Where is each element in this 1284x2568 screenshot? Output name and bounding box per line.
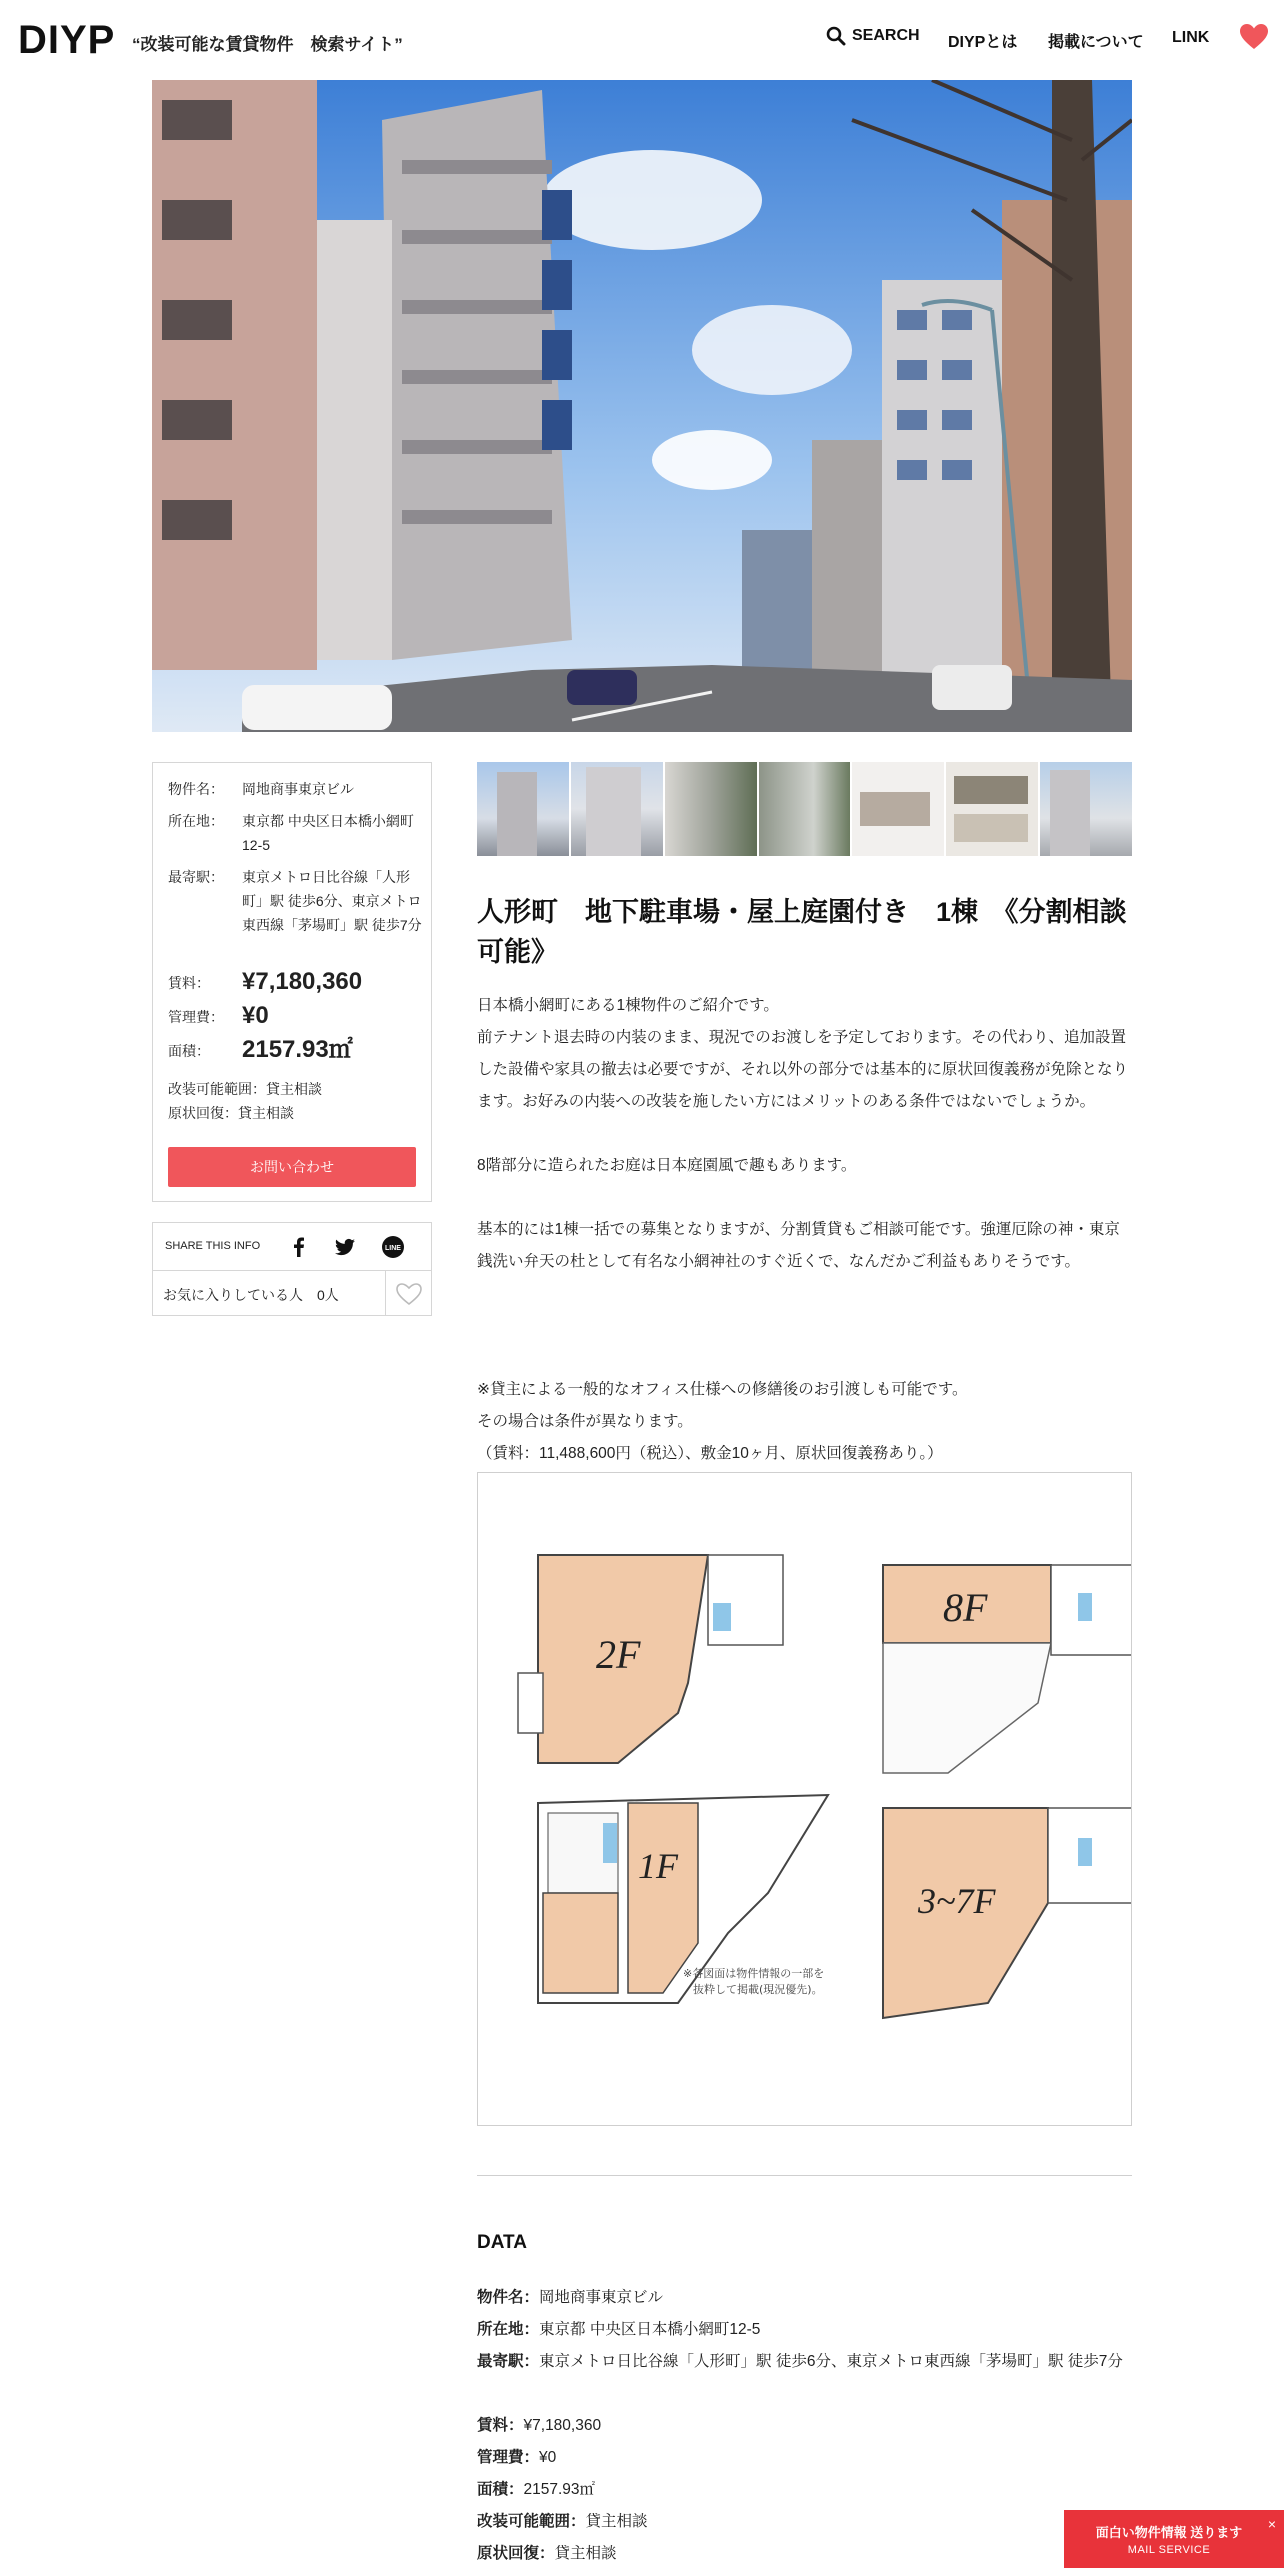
twitter-icon[interactable] xyxy=(333,1235,357,1259)
mail-banner-subtitle: MAIL SERVICE xyxy=(1127,2544,1211,2556)
heart-outline-icon xyxy=(386,1271,432,1316)
data-restore-label: 原状回復： xyxy=(477,2545,555,2562)
summary-renovation-value: 貸主相談 xyxy=(266,1081,322,1097)
svg-text:LINE: LINE xyxy=(385,1245,401,1252)
summary-fee-row xyxy=(168,1002,418,1035)
data-name-row xyxy=(477,2282,1132,2314)
thumbnail-7[interactable] xyxy=(1040,762,1132,856)
summary-rent-value: ¥7,180,360 xyxy=(242,968,363,995)
data-name-label: 物件名： xyxy=(477,2289,540,2306)
summary-renovation-row xyxy=(168,1077,418,1101)
summary-area-row xyxy=(168,1036,418,1069)
summary-name-row xyxy=(168,777,418,801)
summary-restore-label: 原状回復： xyxy=(168,1105,238,1121)
favorite-count-text: お気に入りしている人 0人 xyxy=(163,1287,339,1303)
data-area-value: 2157.93㎡ xyxy=(523,2481,596,2498)
summary-station-label: 最寄駅： xyxy=(168,869,224,885)
description-paragraph-4: 基本的には1棟一括での募集となりますが、分割賃貸もご相談可能です。強運厄除の神・東京銭洗い弁天の杜として有名な小網神社のすぐ近くで、なんだかご利益もありそうです。 xyxy=(477,1221,1120,1270)
nav-about[interactable]: DIYPとは xyxy=(948,34,1018,51)
facebook-icon[interactable] xyxy=(287,1235,311,1259)
summary-rent-label: 賃料： xyxy=(168,975,210,991)
add-favorite-button[interactable] xyxy=(385,1271,431,1316)
thumbnail-6[interactable] xyxy=(946,762,1038,856)
thumbnail-1[interactable] xyxy=(477,762,569,856)
contact-button[interactable]: お問い合わせ xyxy=(168,1147,416,1187)
summary-station-value: 東京メトロ日比谷線「人形町」駅 徒歩6分、東京メトロ東西線「茅場町」駅 徒歩7分 xyxy=(242,869,422,933)
floor-label-3-7f: 3~7F xyxy=(918,1881,996,1921)
data-station-label: 最寄駅： xyxy=(477,2353,540,2370)
data-restore-row xyxy=(477,2538,1132,2568)
data-rent-row xyxy=(477,2410,1132,2442)
section-divider xyxy=(477,2175,1132,2176)
data-rent-label: 賃料： xyxy=(477,2417,524,2434)
property-summary-box xyxy=(152,762,432,1202)
nav-search[interactable] xyxy=(826,26,920,46)
share-row xyxy=(153,1223,431,1271)
favorites-heart-icon[interactable] xyxy=(1240,24,1268,50)
data-station-value: 東京メトロ日比谷線「人形町」駅 徒歩6分、東京メトロ東西線「茅場町」駅 徒歩7分 xyxy=(539,2353,1123,2370)
favorite-row xyxy=(153,1271,431,1316)
nav-search-label: SEARCH xyxy=(852,27,920,44)
data-address-row xyxy=(477,2314,1132,2346)
floor-plan-note-line-2: 抜粋して掲載(現況優先)。 xyxy=(693,1983,823,1996)
description-note-1: ※貸主による一般的なオフィス仕様への修繕後のお引渡しも可能です。 xyxy=(477,1381,968,1398)
summary-fee-label: 管理費： xyxy=(168,1009,224,1025)
nav-listing[interactable]: 掲載について xyxy=(1048,34,1144,51)
summary-station-row xyxy=(168,865,422,961)
summary-address-label: 所在地： xyxy=(168,813,224,829)
site-tagline: “改装可能な賃貸物件 検索サイト” xyxy=(132,35,403,54)
data-rent-value: ¥7,180,360 xyxy=(523,2417,602,2434)
data-renovation-row xyxy=(477,2506,1132,2538)
thumbnail-3[interactable] xyxy=(665,762,757,856)
thumbnail-5[interactable] xyxy=(852,762,944,856)
description-note-3: （賃料：11,488,600円（税込）、敷金10ヶ月、原状回復義務あり。） xyxy=(477,1445,943,1462)
data-address-label: 所在地： xyxy=(477,2321,540,2338)
close-icon[interactable]: × xyxy=(1267,2516,1276,2532)
share-box xyxy=(152,1222,432,1316)
hero-photo xyxy=(152,80,1132,732)
summary-renovation-label: 改装可能範囲： xyxy=(168,1081,266,1097)
data-restore-value: 貸主相談 xyxy=(554,2545,617,2562)
photo-thumbnails xyxy=(477,762,1132,856)
summary-restore-value: 貸主相談 xyxy=(238,1105,294,1121)
summary-rent-row xyxy=(168,968,418,1001)
floor-plan-note-line-1: ※各図面は物件情報の一部を xyxy=(683,1967,825,1980)
description-paragraph-2: 前テナント退去時の内装のまま、現況でのお渡しを予定しております。その代わり、追加設置した設備や家具の撤去は必要ですが、それ以外の部分では基本的に原状回復義務が免除となります。お好みの内装への改装を施したい方にはメリットのある条件ではないでしょうか。 xyxy=(477,1029,1129,1110)
site-header xyxy=(0,0,1284,78)
thumbnail-2[interactable] xyxy=(571,762,663,856)
mail-banner-title: 面白い物件情報 送ります xyxy=(1095,2525,1243,2540)
floor-label-1f: 1F xyxy=(638,1846,678,1886)
floor-label-8f: 8F xyxy=(943,1585,988,1630)
floor-plan-image xyxy=(477,1472,1132,2126)
listing-title: 人形町 地下駐車場・屋上庭園付き 1棟 《分割相談可能》 xyxy=(477,897,1127,967)
data-renovation-value: 貸主相談 xyxy=(585,2513,648,2530)
search-icon xyxy=(826,26,846,46)
summary-address-value: 東京都 中央区日本橋小網町12-5 xyxy=(242,813,414,853)
summary-area-value: 2157.93㎡ xyxy=(242,1036,353,1063)
data-fee-label: 管理費： xyxy=(477,2449,540,2466)
data-fee-value: ¥0 xyxy=(539,2449,557,2466)
summary-name-label: 物件名： xyxy=(168,781,224,797)
share-label: SHARE THIS INFO xyxy=(165,1240,261,1252)
data-renovation-label: 改装可能範囲： xyxy=(477,2513,586,2530)
data-address-value: 東京都 中央区日本橋小網町12-5 xyxy=(539,2321,761,2338)
floor-label-2f: 2F xyxy=(596,1632,641,1677)
summary-name-value: 岡地商事東京ビル xyxy=(242,781,354,797)
thumbnail-4[interactable] xyxy=(759,762,851,856)
summary-area-label: 面積： xyxy=(168,1043,210,1059)
description-paragraph-3: 8階部分に造られたお庭は日本庭園風で趣もあります。 xyxy=(477,1157,857,1174)
summary-fee-value: ¥0 xyxy=(242,1002,269,1029)
description-note-2: その場合は条件が異なります。 xyxy=(477,1413,693,1430)
summary-address-row xyxy=(168,809,418,857)
data-heading: DATA xyxy=(477,2232,527,2253)
line-icon[interactable] xyxy=(381,1235,405,1259)
site-logo[interactable]: DIYP xyxy=(18,18,116,62)
data-fee-row xyxy=(477,2442,1132,2474)
data-area-row xyxy=(477,2474,1132,2506)
description-paragraph-1: 日本橋小網町にある1棟物件のご紹介です。 xyxy=(477,997,779,1014)
nav-link[interactable]: LINK xyxy=(1172,29,1210,46)
mail-service-banner[interactable] xyxy=(1064,2510,1284,2568)
data-area-label: 面積： xyxy=(477,2481,524,2498)
data-station-row xyxy=(477,2346,1132,2378)
data-name-value: 岡地商事東京ビル xyxy=(539,2289,664,2306)
summary-restore-row xyxy=(168,1101,418,1125)
